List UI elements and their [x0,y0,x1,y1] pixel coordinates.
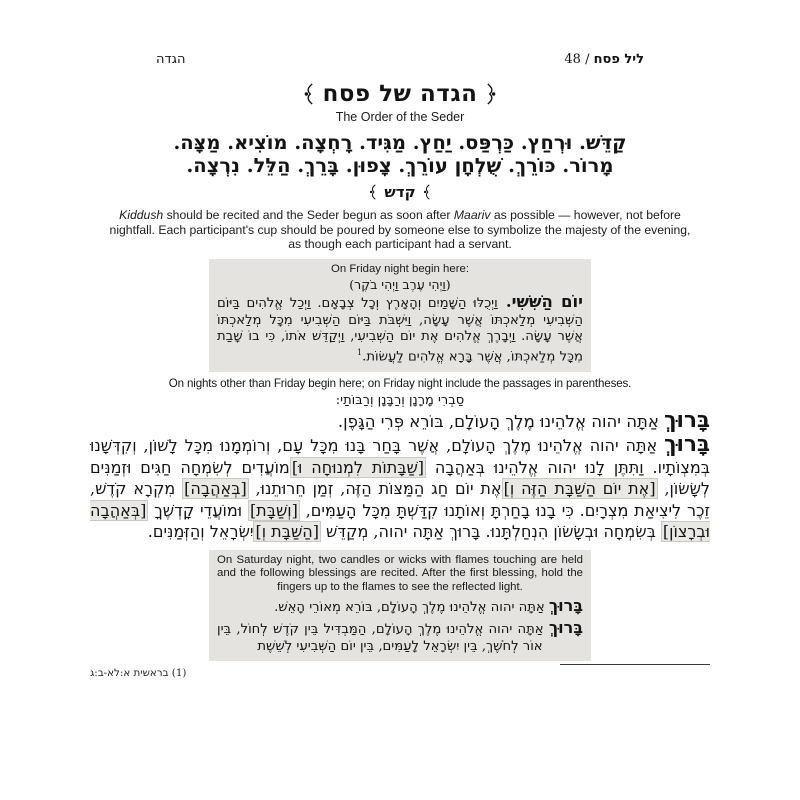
footnote-rule [560,664,710,665]
floral-bracket-icon [304,83,314,105]
floral-bracket-icon [368,181,378,203]
friday-verse-intro: (וַיְהִי עֶרֶב וַיְהִי בֹקֶר) [349,277,451,293]
meorei-haesh-text: אַתָּה יהוה אֱלֹהֵינוּ מֶלֶךְ הָעוֹלָם, בּוֹרֵא מְאוֹרֵי הָאֵשׁ. [274,599,549,615]
kiddush-blessing-paragraph [90,434,710,543]
header-right [564,52,644,67]
header-section-title: ליל פסח [593,52,644,67]
page-header [90,52,710,67]
blessing-lead-word: בָּרוּךְ [548,595,583,615]
section-header-kadesh: קדש [384,183,416,201]
kiddush-blessing-text: אַתָּה יהוה אֱלֹהֵינוּ מֶלֶךְ הָעוֹלָם, אֲשֶׁר בָּחַר בָּנוּ מִכָּל עָם, וְרוֹמְמָנוּ מִכָּל לָשׁוֹן, וְקִדְּשָׁנוּ בְּמִצְוֹתָיו. וַתִּתֶּן לָנוּ יהוה אֱלֹהֵינוּ בְּאַהֲבָה [שַׁבָּתוֹת לִמְנוּחָה וּ]מוֹעֲדִים לְשִׂמְחָה חַגִּים וּזְמַנִּים לְשָׂשׂוֹן, [אֶת יוֹם הַשַּׁבָּת הַזֶּה וְ]אֶת יוֹם חַג הַמַּצּוֹת הַזֶּה, זְמַן חֵרוּתֵנוּ, [בְּאַהֲבָה] מִקְרָא קֹדֶשׁ, זֵכֶר לִיצִיאַת מִצְרָיִם. כִּי בָנוּ בָחַרְתָּ וְאוֹתָנוּ קִדַּשְׁתָּ מִכָּל הָעַמִּים, [וְשַׁבָּת] וּמוֹעֲדֵי קָדְשֶׁךָ [בְּאַהֲבָה וּבְרָצוֹן] בְּשִׂמְחָה וּבְשָׂשׂוֹן הִנְחַלְתָּנוּ. בָּרוּךְ אַתָּה יהוה, מְקַדֵּשׁ [הַשַּׁבָּת וְ]יִשְׂרָאֵל וְהַזְּמַנִּים. [90,436,711,542]
hagafen-blessing [90,409,710,433]
blessing-lead-word: בָּרוּךְ [664,408,710,434]
friday-night-box [209,259,591,372]
page-title: הגדה של פסח [322,80,478,107]
hamavdil-blessing [217,619,583,655]
vaychulu-paragraph [217,294,583,366]
floral-bracket-icon [422,181,432,203]
meorei-haesh-blessing [217,597,583,617]
header-left-label: הגדה [156,52,186,67]
vaychulu-text: וַיְכֻלּוּ הַשָּׁמַיִם וְהָאָרֶץ וְכָל צְבָאָם. וַיְכַל אֱלֹהִים בַּיּוֹם הַשְּׁבִיעִי מְלַאכְתּוֹ אֲשֶׁר עָשָׂה, וַיִּשְׁבֹּת בַּיּוֹם הַשְּׁבִיעִי מִכָּל מְלַאכְתּוֹ אֲשֶׁר עָשָׂה. וַיְבָרֶךְ אֱלֹהִים אֶת יוֹם הַשְּׁבִיעִי, וַיְקַדֵּשׁ אֹתוֹ, כִּי בוֹ שָׁבַת מִכָּל מְלַאכְתּוֹ, אֲשֶׁר בָּרָא אֱלֹהִים לַעֲשׂוֹת. [217,296,583,365]
title-subtitle: The Order of the Seder [335,110,465,124]
blessing-lead-word: בָּרוּךְ [664,432,710,458]
seder-line-1: קַדֵּשׁ. וּרְחַץ. כַּרְפַּס. יַחַץ. מַגִּיד. רָחְצָה. מוֹצִיא. מַצָּה. [173,131,627,154]
vaychulu-lead-word: יוֹם הַשִּׁשִּׁי. [497,292,583,312]
savri-line: סַבְרִי מָרָנָן וְרַבָּנָן וְרַבּוֹתַי: [335,393,465,409]
footnote-citation: (1) בראשית א:לא-ב:ג [90,666,187,679]
weeknight-instruction: On nights other than Friday begin here; on Friday night include the passages in parentheses. [168,377,632,391]
footnote-marker: 1 [357,348,363,358]
page-content [90,52,710,679]
section-header-row [90,181,710,203]
friday-box-instruction: On Friday night begin here: [330,262,470,275]
header-page-number: 48 / [564,52,594,67]
havdalah-instruction: On Saturday night, two candles or wicks with flames touching are held and the following blessings are recited. After the first blessing, hold the fingers up to the flames to see the reflected light. [217,553,583,593]
title-row [90,80,710,107]
seder-line-2: מָרוֹר. כּוֹרֵךְ. שֻׁלְחָן עוֹרֵךְ. צָפוּן. בָּרֵךְ. הַלֵּל. נִרְצָה. [186,154,614,177]
blessing-lead-word: בָּרוּךְ [548,617,583,637]
kiddush-instruction: Kiddush should be recited and the Seder begun as soon after Maariv as possible — however, not before nightfall. Each participant's cup should be poured by someone else to symbolize the majesty of the evening, as though each participant had a servant. [109,208,691,252]
hagafen-text: אַתָּה יהוה אֱלֹהֵינוּ מֶלֶךְ הָעוֹלָם, בּוֹרֵא פְּרִי הַגָּפֶן. [337,412,665,432]
havdalah-box [209,550,591,661]
seder-order-list [90,131,710,177]
hamavdil-text: אַתָּה יהוה אֱלֹהֵינוּ מֶלֶךְ הָעוֹלָם, הַמַּבְדִּיל בֵּין קֹדֶשׁ לְחוֹל, בֵּין אוֹר לְחֹשֶׁךְ, בֵּין יִשְׂרָאֵל לָעַמִּים, בֵּין יוֹם הַשְּׁבִיעִי לְשֵׁשֶׁת [217,621,549,654]
floral-bracket-icon [486,83,496,105]
